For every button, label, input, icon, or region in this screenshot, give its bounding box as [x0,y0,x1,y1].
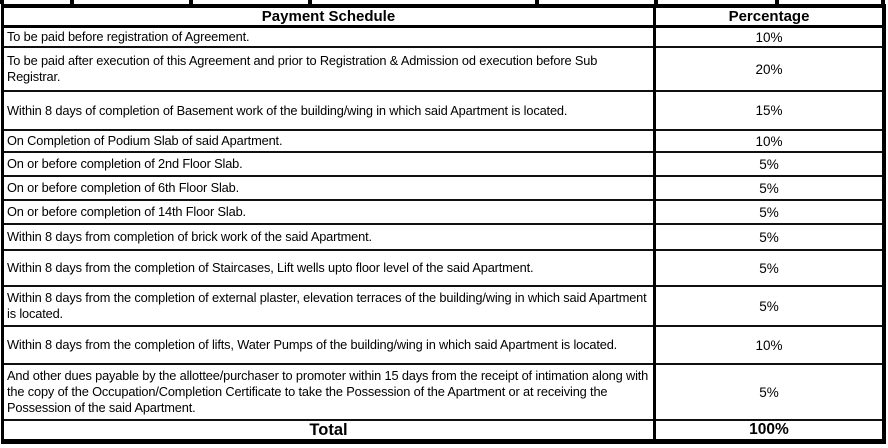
percentage-value: 5% [655,224,885,250]
table-row [3,27,885,48]
table-row [3,152,885,176]
table-row [3,250,885,286]
table-row [3,326,885,364]
col-header-percentage: Percentage [655,6,885,27]
percentage-value: 5% [655,286,885,326]
table-row [3,364,885,420]
payment-milestone-text: To be paid after execution of this Agreement and prior to Registration & Admission od execution before Sub Registrar. [3,47,655,91]
payment-schedule-table [1,4,886,444]
payment-milestone-text: Within 8 days from the completion of external plaster, elevation terraces of the building/wing in which said Apartment is located. [3,286,655,326]
table-row [3,200,885,224]
percentage-value: 5% [655,364,885,420]
payment-milestone-text: Within 8 days of completion of Basement work of the building/wing in which said Apartment is located. [3,91,655,130]
table-total-row [3,420,885,442]
table-row [3,286,885,326]
payment-milestone-text: On or before completion of 14th Floor Slab. [3,200,655,224]
percentage-value: 10% [655,130,885,152]
percentage-value: 5% [655,176,885,200]
table-row [3,224,885,250]
percentage-value: 15% [655,91,885,130]
payment-milestone-text: On or before completion of 6th Floor Slab. [3,176,655,200]
col-header-payment-schedule: Payment Schedule [3,6,655,27]
payment-milestone-text: On or before completion of 2nd Floor Slab. [3,152,655,176]
payment-milestone-text: Within 8 days from completion of brick work of the said Apartment. [3,224,655,250]
percentage-value: 20% [655,47,885,91]
total-value: 100% [655,420,885,442]
total-label: Total [3,420,655,442]
payment-milestone-text: And other dues payable by the allottee/purchaser to promoter within 15 days from the receipt of intimation along with the copy of the Occupation/Completion Certificate to take the Possession of the Apartment or at receiving the Possession of the said Apartment. [3,364,655,420]
table-header-row [3,6,885,27]
percentage-value: 5% [655,152,885,176]
table-row [3,130,885,152]
table-row [3,91,885,130]
table-row [3,176,885,200]
payment-milestone-text: To be paid before registration of Agreement. [3,27,655,48]
payment-milestone-text: Within 8 days from the completion of lifts, Water Pumps of the building/wing in which said Apartment is located. [3,326,655,364]
percentage-value: 10% [655,27,885,48]
payment-milestone-text: Within 8 days from the completion of Staircases, Lift wells upto floor level of the said Apartment. [3,250,655,286]
percentage-value: 5% [655,200,885,224]
table-row [3,47,885,91]
percentage-value: 10% [655,326,885,364]
percentage-value: 5% [655,250,885,286]
payment-milestone-text: On Completion of Podium Slab of said Apartment. [3,130,655,152]
